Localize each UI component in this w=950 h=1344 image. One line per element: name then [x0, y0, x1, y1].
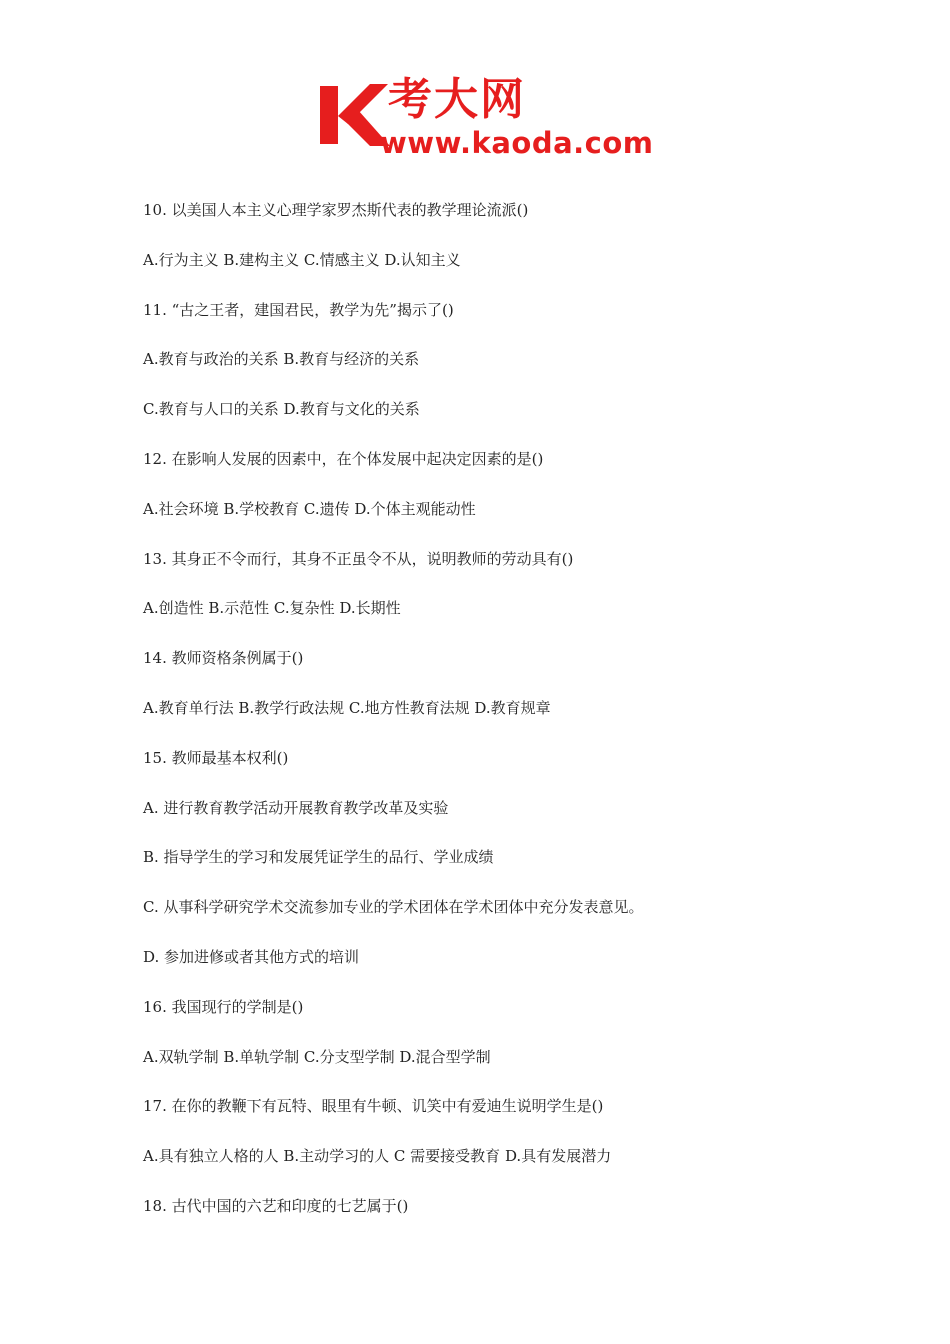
logo-url-text: www.kaoda.com — [380, 126, 654, 160]
question-12-options: A.社会环境 B.学校教育 C.遗传 D.个体主观能动性 — [143, 499, 476, 518]
question-10-options: A.行为主义 B.建构主义 C.情感主义 D.认知主义 — [143, 250, 461, 269]
kaoda-logo — [318, 74, 654, 160]
question-11-options-cd: C.教育与人口的关系 D.教育与文化的关系 — [143, 400, 420, 419]
question-13-options: A.创造性 B.示范性 C.复杂性 D.长期性 — [143, 599, 401, 618]
logo-chinese-text: 考大网 — [388, 74, 526, 125]
question-16-options: A.双轨学制 B.单轨学制 C.分支型学制 D.混合型学制 — [143, 1047, 491, 1066]
question-11: 11. “古之王者，建国君民，教学为先”揭示了() — [143, 300, 454, 319]
question-list — [143, 198, 843, 1244]
question-11-options-ab: A.教育与政治的关系 B.教育与经济的关系 — [143, 350, 420, 369]
question-14-options: A.教育单行法 B.教学行政法规 C.地方性教育法规 D.教育规章 — [143, 698, 551, 717]
question-10: 10. 以美国人本主义心理学家罗杰斯代表的教学理论流派() — [143, 201, 529, 219]
question-15-option-d: D. 参加进修或者其他方式的培训 — [143, 947, 360, 966]
question-16: 16. 我国现行的学制是() — [143, 997, 304, 1016]
question-13: 13. 其身正不令而行，其身不正虽令不从，说明教师的劳动具有() — [143, 549, 574, 568]
question-15-option-c: C. 从事科学研究学术交流参加专业的学术团体在学术团体中充分发表意见。 — [143, 898, 644, 917]
question-15: 15. 教师最基本权利() — [143, 748, 289, 767]
question-17: 17. 在你的教鞭下有瓦特、眼里有牛顿、讥笑中有爱迪生说明学生是() — [143, 1097, 604, 1116]
question-15-option-b: B. 指导学生的学习和发展凭证学生的品行、学业成绩 — [143, 848, 494, 867]
question-12: 12. 在影响人发展的因素中，在个体发展中起决定因素的是() — [143, 449, 544, 468]
question-14: 14. 教师资格条例属于() — [143, 649, 304, 668]
question-15-option-a: A. 进行教育教学活动开展教育教学改革及实验 — [143, 798, 449, 817]
question-17-options: A.具有独立人格的人 B.主动学习的人 C 需要接受教育 D.具有发展潜力 — [143, 1147, 612, 1166]
question-18: 18. 古代中国的六艺和印度的七艺属于() — [143, 1196, 409, 1215]
